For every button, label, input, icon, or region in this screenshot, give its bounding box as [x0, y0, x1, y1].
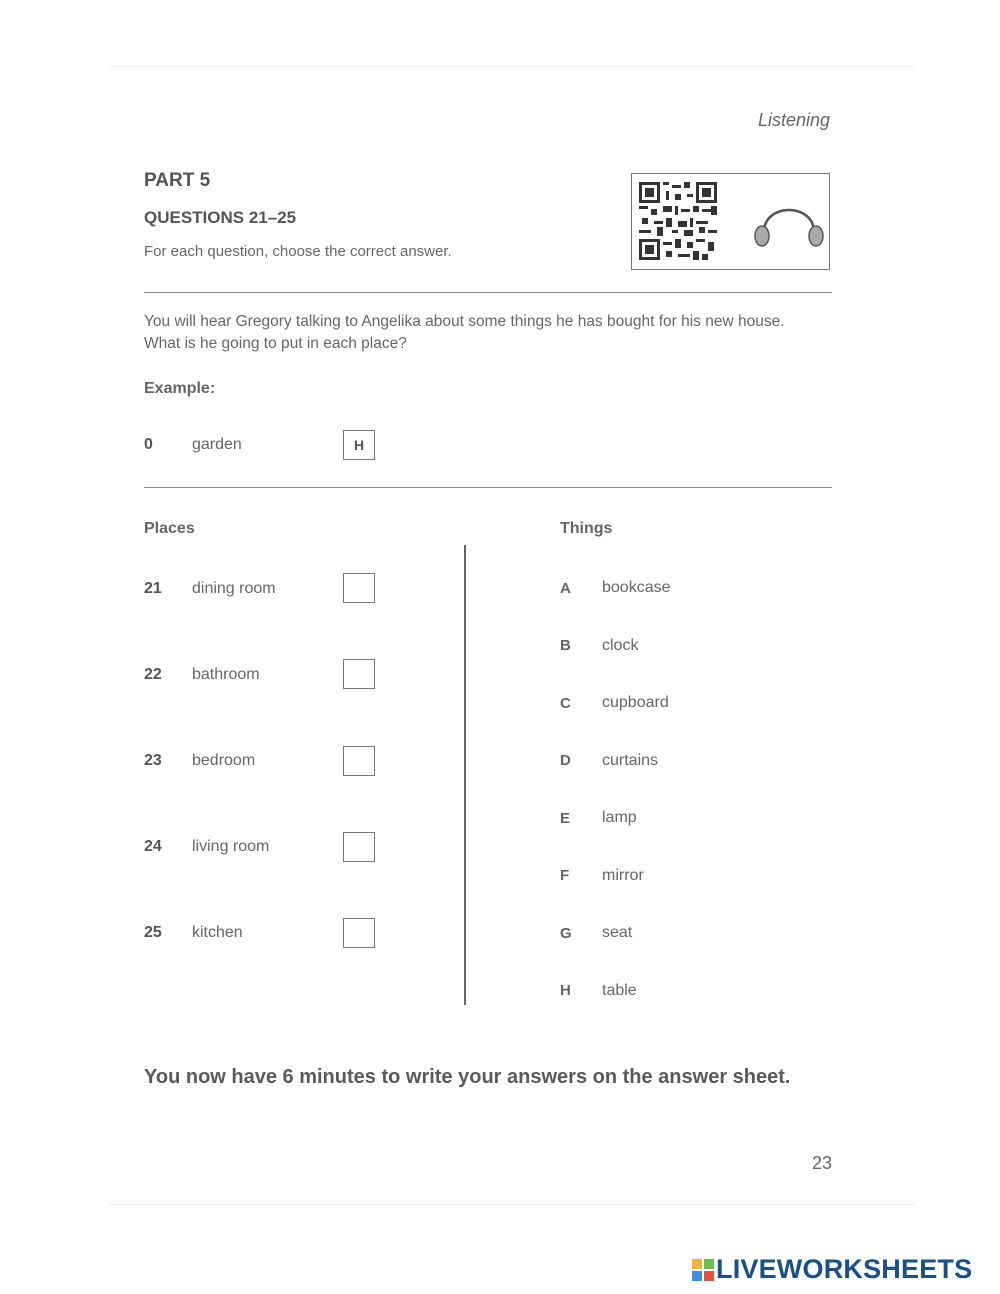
place-name: kitchen [192, 924, 243, 941]
thing-name: table [602, 982, 637, 999]
questions-range: QUESTIONS 21–25 [144, 208, 297, 227]
place-number: 23 [144, 752, 162, 769]
place-number: 21 [144, 580, 162, 597]
divider-middle [144, 487, 832, 488]
page-number: 23 [811, 1153, 832, 1173]
top-rule [110, 66, 914, 67]
thing-name: cupboard [602, 694, 669, 711]
places-heading: Places [144, 520, 195, 537]
brand-name: LIVEWORKSHEETS [716, 1254, 973, 1284]
example-place: garden [192, 436, 242, 453]
place-name: bedroom [192, 752, 256, 769]
column-divider [464, 545, 466, 1005]
place-name: bathroom [192, 666, 260, 683]
thing-letter: B [560, 637, 571, 654]
brand-logo[interactable] [692, 1254, 972, 1285]
thing-letter: E [560, 810, 571, 827]
section-label: Listening [757, 110, 830, 130]
thing-name: mirror [602, 867, 644, 884]
thing-letter: F [560, 867, 570, 884]
liveworksheets-logo-icon [692, 1259, 714, 1281]
place-name: living room [192, 838, 270, 855]
things-heading: Things [560, 520, 613, 537]
time-note: You now have 6 minutes to write your answers on the answer sheet. [144, 1066, 791, 1088]
thing-name: seat [602, 924, 633, 941]
example-label: Example: [144, 380, 216, 397]
divider-top [144, 292, 832, 293]
place-number: 22 [144, 666, 162, 683]
place-number: 25 [144, 924, 162, 941]
intro-text [144, 311, 834, 355]
thing-letter: G [560, 925, 572, 942]
qr-code-icon[interactable] [639, 181, 717, 261]
example-answer-box: H [343, 430, 375, 460]
bottom-rule [110, 1204, 914, 1205]
place-number: 24 [144, 838, 162, 855]
thing-letter: D [560, 752, 571, 769]
intro-line-1: You will hear Gregory talking to Angelika about some things he has bought for his new house. [144, 313, 785, 330]
instruction-text: For each question, choose the correct answer. [144, 243, 452, 260]
thing-name: lamp [602, 809, 637, 826]
thing-name: clock [602, 637, 639, 654]
answer-box-22[interactable] [343, 659, 375, 689]
answer-box-24[interactable] [343, 832, 375, 862]
intro-line-2: What is he going to put in each place? [144, 335, 407, 352]
headphones-icon [752, 190, 826, 252]
example-number: 0 [144, 436, 153, 453]
thing-letter: C [560, 695, 571, 712]
thing-letter: H [560, 982, 571, 999]
answer-box-21[interactable] [343, 573, 375, 603]
part-title: PART 5 [144, 170, 211, 191]
thing-name: bookcase [602, 579, 671, 596]
thing-name: curtains [602, 752, 659, 769]
place-name: dining room [192, 580, 276, 597]
thing-letter: A [560, 580, 571, 597]
answer-box-23[interactable] [343, 746, 375, 776]
answer-box-25[interactable] [343, 918, 375, 948]
